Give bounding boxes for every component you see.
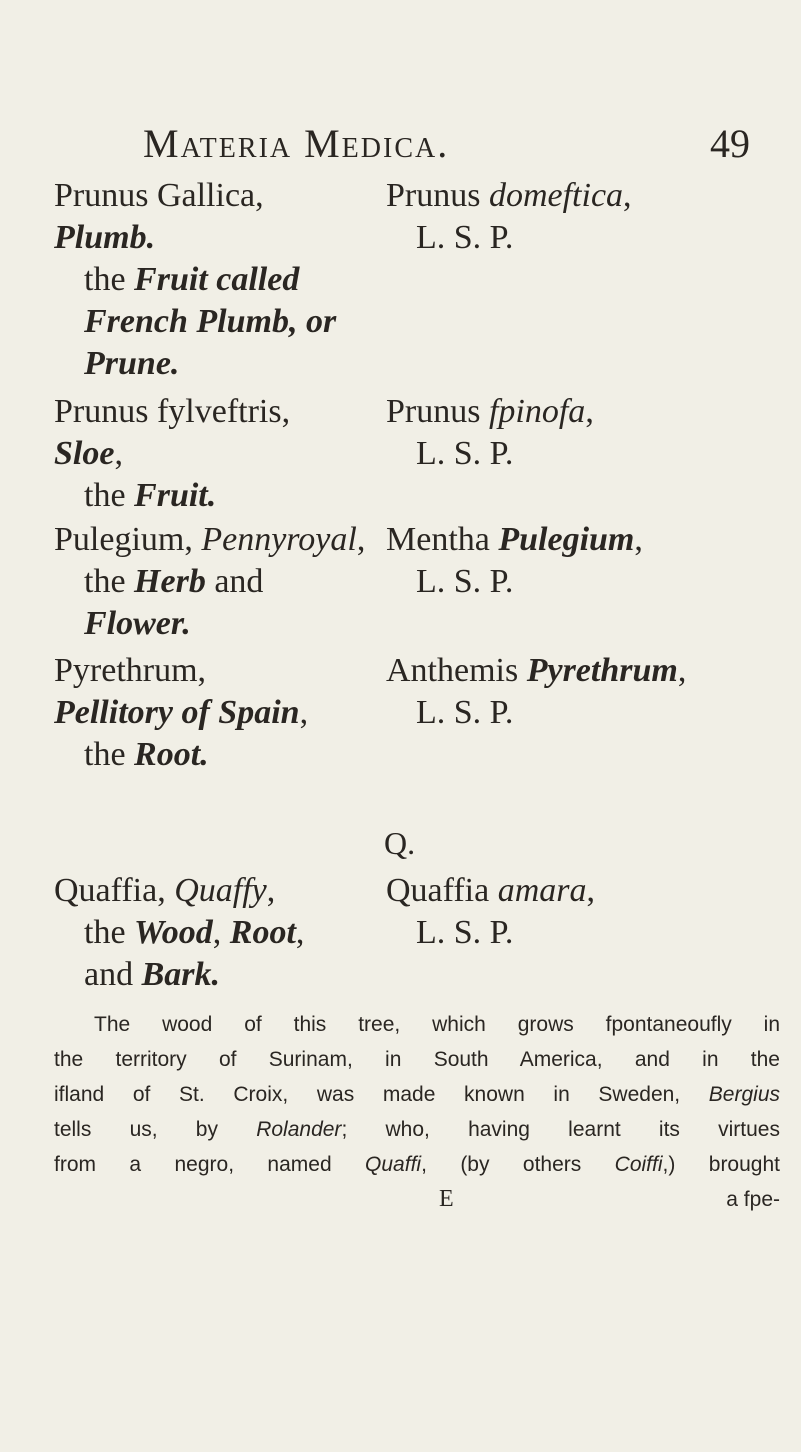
paragraph-line: ifland of St. Croix, was made known in Sweden, Bergius [54, 1083, 780, 1106]
entry-pyrethrum [54, 650, 384, 776]
section-letter: Q. [384, 825, 416, 861]
paragraph-line: tells us, by Rolander; who, having learnt its virtues [54, 1118, 780, 1141]
entry-common-name: Plumb. [54, 219, 156, 256]
pharmacopoeia-ref: L. S. P. [416, 563, 514, 600]
signature-mark: E [439, 1186, 454, 1212]
entry-part: the Wood, Root, [84, 914, 305, 951]
entry-part: the Fruit. [84, 477, 217, 514]
entry-part-cont: French Plumb, or [84, 303, 337, 340]
body-paragraph [54, 1007, 780, 1217]
entry-prunus-sylvestris [54, 391, 384, 517]
page-footer-line [54, 1182, 780, 1217]
entry-prunus-gallica [54, 175, 384, 385]
entry-common-name: Sloe, [54, 435, 123, 472]
running-head: Materia Medica. [143, 121, 450, 166]
entry-part: the Fruit called [84, 261, 300, 298]
entry-part-end: and Bark. [84, 956, 221, 993]
paragraph-line: from a negro, named Quaffi, (by others Coiffi,) brought [54, 1153, 780, 1176]
entry-pyrethrum-linnaean [386, 650, 786, 734]
entry-name: Prunus fylveftris, [54, 393, 291, 430]
linnaean-name: Prunus domeftica, [386, 177, 632, 214]
entry-part-end: Flower. [84, 605, 191, 642]
page-number: 49 [710, 121, 750, 166]
entry-quassia-linnaean [386, 870, 786, 954]
entry-pulegium [54, 519, 384, 645]
entry-name: Quaffia, Quaffy, [54, 872, 276, 909]
entry-name: Pulegium, Pennyroyal, [54, 521, 366, 558]
linnaean-name: Mentha Pulegium, [386, 521, 643, 558]
entry-name: Prunus Gallica, [54, 177, 264, 214]
entry-part: the Herb and [84, 563, 264, 600]
catchword: a fpe- [726, 1188, 780, 1211]
entry-part: the Root. [84, 736, 209, 773]
entry-name: Pyrethrum, [54, 652, 207, 689]
entry-prunus-gallica-linnaean [386, 175, 786, 259]
paragraph-line: The wood of this tree, which grows fpontaneoufly in [94, 1013, 780, 1036]
linnaean-name: Prunus fpinofa, [386, 393, 594, 430]
entry-quassia [54, 870, 384, 996]
pharmacopoeia-ref: L. S. P. [416, 914, 514, 951]
pharmacopoeia-ref: L. S. P. [416, 219, 514, 256]
pharmacopoeia-ref: L. S. P. [416, 694, 514, 731]
entry-part-end: Prune. [84, 345, 180, 382]
linnaean-name: Quaffia amara, [386, 872, 596, 909]
paragraph-line: the territory of Surinam, in South America, and in the [54, 1048, 780, 1071]
entry-common-name: Pellitory of Spain, [54, 694, 309, 731]
linnaean-name: Anthemis Pyrethrum, [386, 652, 687, 689]
pharmacopoeia-ref: L. S. P. [416, 435, 514, 472]
entry-prunus-sylvestris-linnaean [386, 391, 786, 475]
entry-pulegium-linnaean [386, 519, 786, 603]
